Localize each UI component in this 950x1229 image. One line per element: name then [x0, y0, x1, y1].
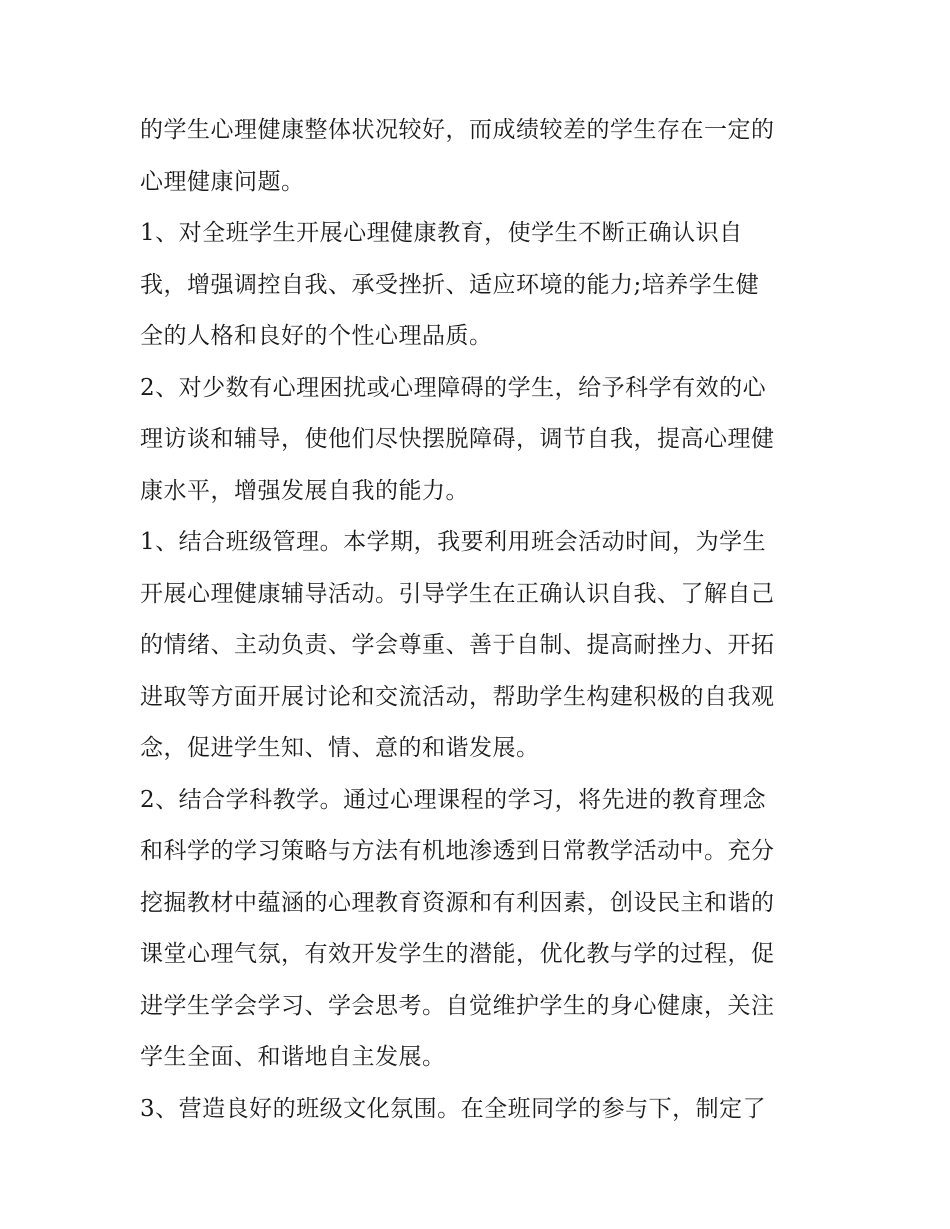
text-line: 的学生心理健康整体状况较好，而成绩较差的学生存在一定的	[140, 117, 775, 143]
text-line: 念，促进学生知、情、意的和谐发展。	[140, 735, 540, 761]
text-line: 1、对全班学生开展心理健康教育，使学生不断正确认识自	[140, 220, 743, 246]
text-line: 3、营造良好的班级文化氛围。在全班同学的参与下，制定了	[140, 1095, 767, 1122]
text-line: 1、结合班级管理。本学期，我要利用班会活动时间，为学生	[140, 529, 767, 555]
text-line: 学生全面、和谐地自主发展。	[140, 1044, 446, 1070]
text-line: 心理健康问题。	[140, 168, 305, 195]
text-line: 挖掘教材中蕴涵的心理教育资源和有利因素，创设民主和谐的	[140, 889, 775, 916]
text-line: 2、结合学科教学。通过心理课程的学习，将先进的教育理念	[140, 786, 767, 813]
text-line: 康水平，增强发展自我的能力。	[140, 477, 469, 504]
text-line: 全的人格和良好的个性心理品质。	[140, 323, 493, 349]
text-line: 开展心理健康辅导活动。引导学生在正确认识自我、了解自己	[140, 580, 775, 607]
text-line: 进学生学会学习、学会思考。自觉维护学生的身心健康，关注	[140, 992, 775, 1019]
text-line: 2、对少数有心理困扰或心理障碍的学生，给予科学有效的心	[140, 374, 767, 401]
text-line: 我，增强调控自我、承受挫折、适应环境的能力;培养学生健	[140, 271, 760, 298]
text-line: 进取等方面开展讨论和交流活动，帮助学生构建积极的自我观	[140, 683, 775, 710]
text-line: 理访谈和辅导，使他们尽快摆脱障碍，调节自我，提高心理健	[140, 426, 775, 452]
text-line: 课堂心理气氛，有效开发学生的潜能，优化教与学的过程，促	[140, 941, 775, 967]
document-body	[140, 105, 820, 1135]
text-line: 和科学的学习策略与方法有机地渗透到日常教学活动中。充分	[140, 838, 775, 864]
text-line: 的情绪、主动负责、学会尊重、善于自制、提高耐挫力、开拓	[140, 632, 775, 658]
